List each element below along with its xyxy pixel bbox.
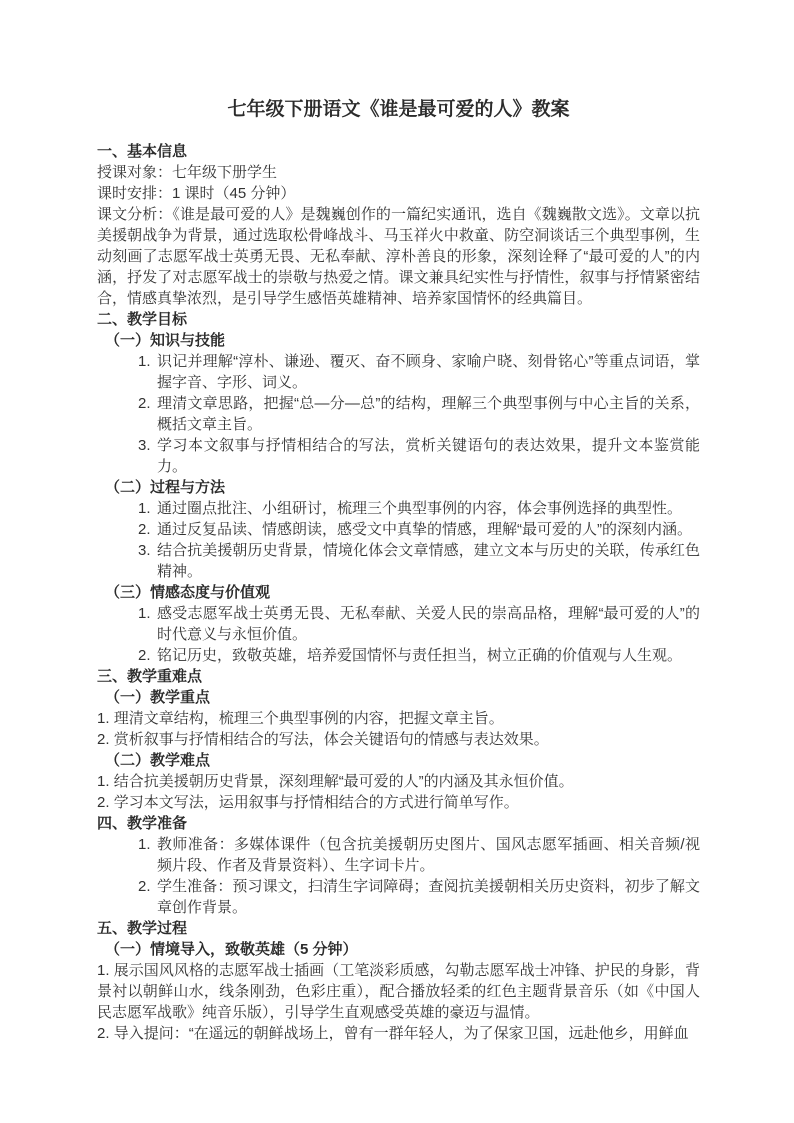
section-heading-teaching-goals: 二、教学目标 <box>97 311 188 328</box>
numbered-paragraph <box>97 708 700 729</box>
section-heading-key-difficult-points: 三、教学重难点 <box>97 668 203 685</box>
section-heading-basic-info: 一、基本信息 <box>97 143 188 160</box>
item-text: 学生准备：预习课文，扫清生字词障碍；查阅抗美援朝相关历史资料，初步了解文章创作背景。 <box>157 878 700 916</box>
numbered-item <box>97 435 700 477</box>
sub-heading-teaching-difficult-points: （二）教学难点 <box>105 752 211 769</box>
document-title: 七年级下册语文《谁是最可爱的人》教案 <box>227 99 570 120</box>
paragraph-target-students: 授课对象：七年级下册学生 <box>97 164 278 181</box>
item-text: 赏析叙事与抒情相结合的写法，体会关键语句的情感与表达效果。 <box>113 731 549 748</box>
item-number: 3. <box>138 542 151 559</box>
sub-heading-emotion-values: （三）情感态度与价值观 <box>105 584 271 601</box>
item-number: 2. <box>138 878 151 895</box>
item-number: 2. <box>138 521 151 538</box>
sub-heading-process-methods: （二）过程与方法 <box>105 479 226 496</box>
item-number: 2. <box>138 395 151 412</box>
item-number: 1. <box>138 605 151 622</box>
sub-heading-situational-introduction: （一）情境导入，致敬英雄（5 分钟） <box>105 941 358 958</box>
item-text: 学习本文叙事与抒情相结合的写法，赏析关键语句的表达效果，提升文本鉴赏能力。 <box>157 437 700 475</box>
item-text: 结合抗美援朝历史背景，情境化体会文章情感，建立文本与历史的关联，传承红色精神。 <box>157 542 700 580</box>
numbered-paragraph <box>97 960 700 1023</box>
numbered-paragraph <box>97 792 700 813</box>
item-number: 2. <box>138 647 151 664</box>
item-number: 1. <box>138 353 151 370</box>
item-text: 通过反复品读、情感朗读，感受文中真挚的情感，理解“最可爱的人”的深刻内涵。 <box>157 521 692 538</box>
item-number: 2. <box>97 1025 110 1042</box>
item-number: 3. <box>138 437 151 454</box>
numbered-item <box>97 603 700 645</box>
numbered-item <box>97 351 700 393</box>
item-number: 1. <box>97 962 110 979</box>
item-text: 导入提问：“在遥远的朝鲜战场上，曾有一群年轻人，为了保家卫国，远赴他乡，用鲜血 <box>113 1025 689 1042</box>
item-text: 理清文章思路，把握“总—分—总”的结构，理解三个典型事例与中心主旨的关系，概括文章主旨。 <box>157 395 700 433</box>
item-text: 识记并理解“淳朴、谦逊、覆灭、奋不顾身、家喻户晓、刻骨铭心”等重点词语，掌握字音、字形、词义。 <box>157 353 700 391</box>
item-text: 展示国风风格的志愿军战士插画（工笔淡彩质感，勾勒志愿军战士冲锋、护民的身影，背景衬以朝鲜山水，线条刚劲，色彩庄重），配合播放轻柔的红色主题背景音乐（如《中国人民志愿军战歌》纯音乐版），引导学生直观感受英雄的豪迈与温情。 <box>97 962 700 1021</box>
item-text: 教师准备：多媒体课件（包含抗美援朝历史图片、国风志愿军插画、相关音频/视频片段、作者及背景资料）、生字词卡片。 <box>157 836 700 874</box>
item-number: 1. <box>138 836 151 853</box>
numbered-item <box>97 834 700 876</box>
numbered-paragraph <box>97 771 700 792</box>
section-heading-teaching-process: 五、教学过程 <box>97 920 188 937</box>
sub-heading-teaching-key-points: （一）教学重点 <box>105 689 211 706</box>
item-number: 2. <box>97 731 110 748</box>
item-text: 学习本文写法，运用叙事与抒情相结合的方式进行简单写作。 <box>113 794 519 811</box>
numbered-paragraph <box>97 1023 700 1044</box>
numbered-item <box>97 519 700 540</box>
numbered-item <box>97 498 700 519</box>
item-number: 1. <box>97 710 110 727</box>
numbered-item <box>97 540 700 582</box>
item-number: 2. <box>97 794 110 811</box>
paragraph-class-hours: 课时安排：1 课时（45 分钟） <box>97 185 296 202</box>
sub-heading-knowledge-skills: （一）知识与技能 <box>105 332 226 349</box>
numbered-item <box>97 645 700 666</box>
item-text: 理清文章结构，梳理三个典型事例的内容，把握文章主旨。 <box>113 710 504 727</box>
numbered-item <box>97 876 700 918</box>
item-number: 1. <box>97 773 110 790</box>
section-heading-teaching-preparation: 四、教学准备 <box>97 815 188 832</box>
item-text: 感受志愿军战士英勇无畏、无私奉献、关爱人民的崇高品格，理解“最可爱的人”的时代意义与永恒价值。 <box>157 605 700 643</box>
paragraph-text-analysis: 课文分析：《谁是最可爱的人》是魏巍创作的一篇纪实通讯，选自《魏巍散文选》。文章以抗美援朝战争为背景，通过选取松骨峰战斗、马玉祥火中救童、防空洞谈话三个典型事例，生动刻画了志愿军战士英勇无畏、无私奉献、淳朴善良的形象，深刻诠释了“最可爱的人”的内涵，抒发了对志愿军战士的崇敬与热爱之情。课文兼具纪实性与抒情性，叙事与抒情紧密结合，情感真挚浓烈，是引导学生感悟英雄精神、培养家国情怀的经典篇目。 <box>97 206 700 307</box>
numbered-item <box>97 393 700 435</box>
item-number: 1. <box>138 500 151 517</box>
item-text: 结合抗美援朝历史背景，深刻理解“最可爱的人”的内涵及其永恒价值。 <box>113 773 574 790</box>
item-text: 铭记历史，致敬英雄，培养爱国情怀与责任担当，树立正确的价值观与人生观。 <box>157 647 683 664</box>
numbered-paragraph <box>97 729 700 750</box>
item-text: 通过圈点批注、小组研讨，梳理三个典型事例的内容，体会事例选择的典型性。 <box>157 500 683 517</box>
